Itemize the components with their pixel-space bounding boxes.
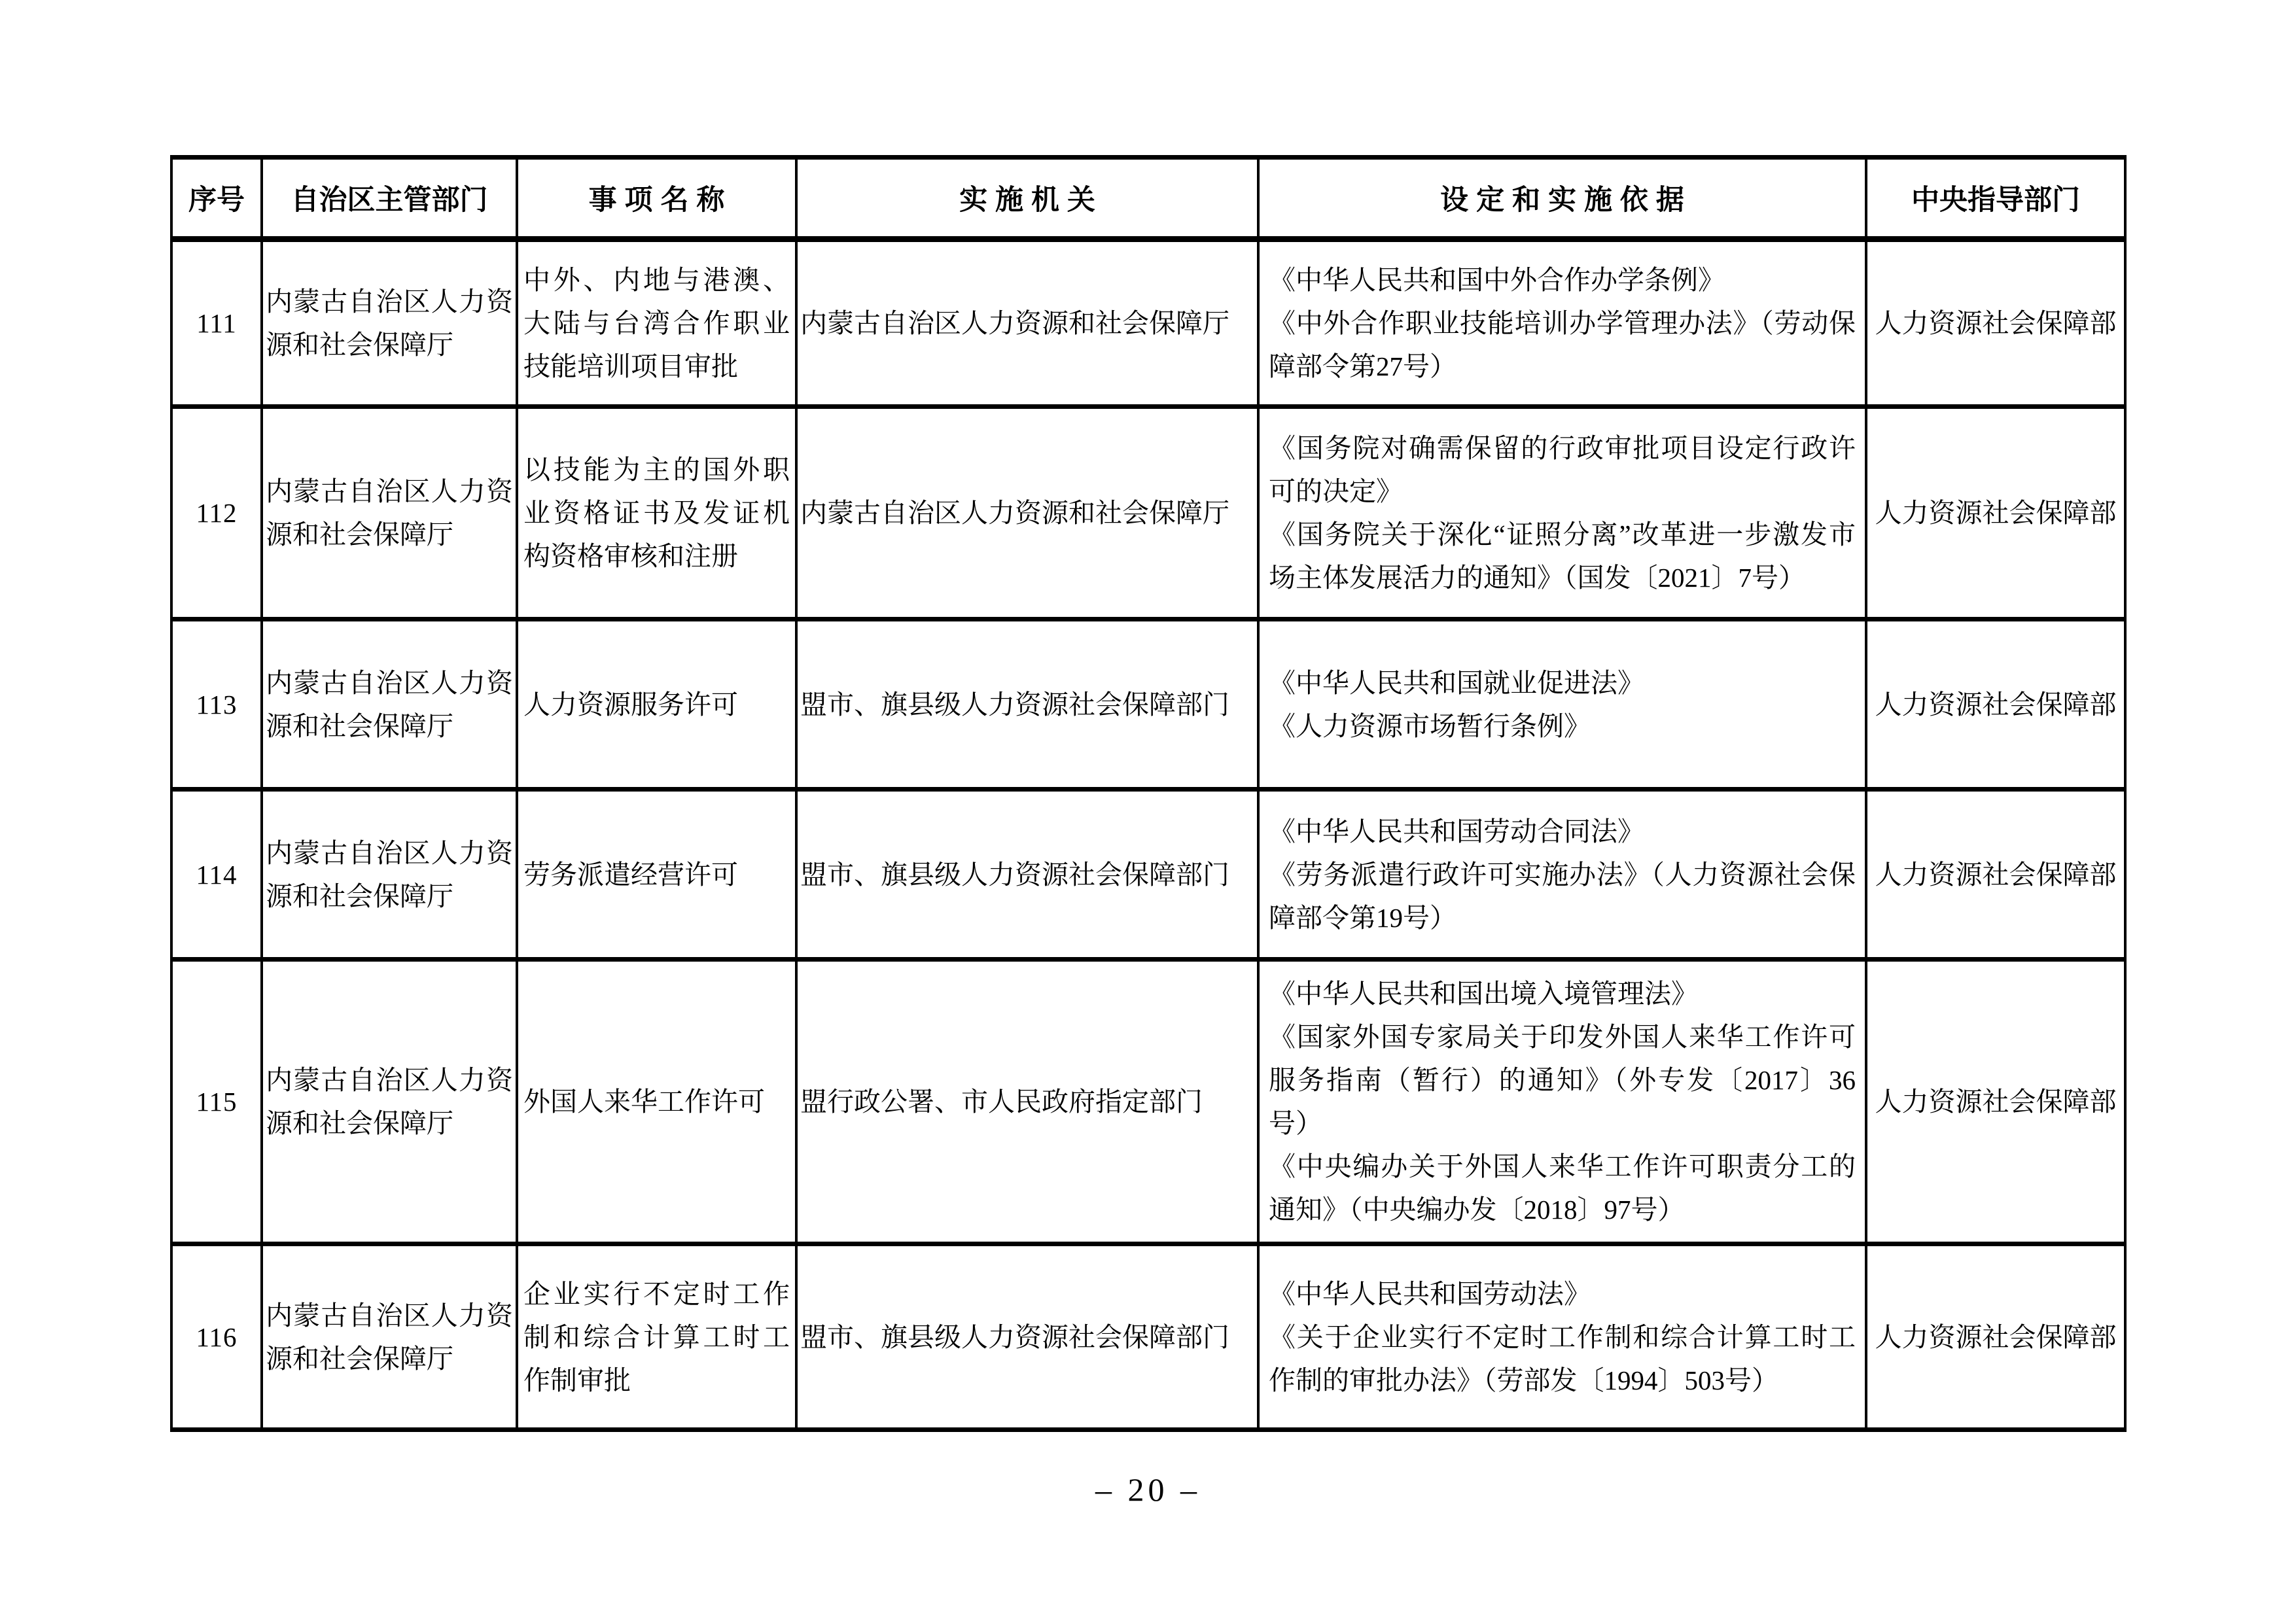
basis-paragraph: 《国务院对确需保留的行政审批项目设定行政许可的决定》 xyxy=(1269,433,1856,506)
cell-basis xyxy=(1258,620,1866,790)
cell-item xyxy=(517,620,796,790)
item-text: 外国人来华工作许可 xyxy=(523,1087,765,1117)
cell-central: 人力资源社会保障部 xyxy=(1866,620,2125,790)
cell-central: 人力资源社会保障部 xyxy=(1866,1244,2125,1430)
cell-item xyxy=(517,239,796,407)
agency-text: 内蒙古自治区人力资源和社会保障厅 xyxy=(800,498,1229,528)
dept-text: 内蒙古自治区人力资源和社会保障厅 xyxy=(266,667,513,741)
basis-paragraph: 《国务院关于深化“证照分离”改革进一步激发市场主体发展活力的通知》（国发〔2021〕7号） xyxy=(1269,519,1856,593)
basis-paragraph: 《中华人民共和国就业促进法》 xyxy=(1269,667,1644,698)
cell-item xyxy=(517,1244,796,1430)
basis-paragraph: 《中华人民共和国劳动法》 xyxy=(1269,1278,1591,1309)
cell-agency xyxy=(796,239,1258,407)
header-cell-central: 中央指导部门 xyxy=(1866,158,2125,239)
cell-item xyxy=(517,960,796,1244)
agency-text: 盟市、旗县级人力资源社会保障部门 xyxy=(800,1321,1229,1352)
agency-text: 盟行政公署、市人民政府指定部门 xyxy=(800,1087,1203,1117)
cell-agency xyxy=(796,790,1258,960)
cell-central: 人力资源社会保障部 xyxy=(1866,790,2125,960)
dept-text: 内蒙古自治区人力资源和社会保障厅 xyxy=(266,476,513,550)
cell-dept xyxy=(262,239,517,407)
cell-dept xyxy=(262,1244,517,1430)
cell-agency xyxy=(796,620,1258,790)
cell-no: 111 xyxy=(171,239,262,407)
basis-paragraph: 《人力资源市场暂行条例》 xyxy=(1269,710,1591,741)
basis-paragraph: 《中华人民共和国中外合作办学条例》 xyxy=(1269,265,1725,295)
cell-agency xyxy=(796,960,1258,1244)
basis-paragraph: 《中央编办关于外国人来华工作许可职责分工的通知》（中央编办发〔2018〕97号） xyxy=(1269,1151,1856,1225)
table-row xyxy=(171,407,2125,620)
header-cell-no: 序号 xyxy=(171,158,262,239)
basis-paragraph: 《中外合作职业技能培训办学管理办法》（劳动保障部令第27号） xyxy=(1269,308,1856,381)
table-row xyxy=(171,239,2125,407)
agency-text: 内蒙古自治区人力资源和社会保障厅 xyxy=(800,308,1229,338)
basis-paragraph: 《中华人民共和国出境入境管理法》 xyxy=(1269,979,1698,1009)
cell-dept xyxy=(262,407,517,620)
cell-basis xyxy=(1258,960,1866,1244)
header-cell-item: 事 项 名 称 xyxy=(517,158,796,239)
item-text: 以技能为主的国外职业资格证书及发证机构资格审核和注册 xyxy=(523,455,790,571)
cell-no: 115 xyxy=(171,960,262,1244)
cell-basis xyxy=(1258,790,1866,960)
table-header-row xyxy=(171,158,2125,239)
dept-text: 内蒙古自治区人力资源和社会保障厅 xyxy=(266,287,513,360)
header-cell-agency: 实 施 机 关 xyxy=(796,158,1258,239)
dept-text: 内蒙古自治区人力资源和社会保障厅 xyxy=(266,837,513,911)
basis-paragraph: 《关于企业实行不定时工作制和综合计算工时工作制的审批办法》（劳部发〔1994〕503号） xyxy=(1269,1321,1856,1395)
dept-text: 内蒙古自治区人力资源和社会保障厅 xyxy=(266,1065,513,1138)
cell-item xyxy=(517,790,796,960)
cell-no: 116 xyxy=(171,1244,262,1430)
header-cell-dept: 自治区主管部门 xyxy=(262,158,517,239)
basis-paragraph: 《劳务派遣行政许可实施办法》（人力资源社会保障部令第19号） xyxy=(1269,859,1856,933)
cell-dept xyxy=(262,960,517,1244)
cell-dept xyxy=(262,790,517,960)
item-text: 人力资源服务许可 xyxy=(523,689,738,720)
cell-no: 113 xyxy=(171,620,262,790)
cell-agency xyxy=(796,1244,1258,1430)
cell-agency xyxy=(796,407,1258,620)
basis-paragraph: 《国家外国专家局关于印发外国人来华工作许可服务指南（暂行）的通知》（外专发〔2017〕36号） xyxy=(1269,1022,1856,1138)
item-text: 中外、内地与港澳、大陆与台湾合作职业技能培训项目审批 xyxy=(523,265,790,381)
cell-no: 112 xyxy=(171,407,262,620)
table-row xyxy=(171,1244,2125,1430)
cell-basis xyxy=(1258,1244,1866,1430)
agency-text: 盟市、旗县级人力资源社会保障部门 xyxy=(800,859,1229,890)
table-body xyxy=(171,239,2125,1430)
table-row xyxy=(171,620,2125,790)
cell-central: 人力资源社会保障部 xyxy=(1866,239,2125,407)
cell-no: 114 xyxy=(171,790,262,960)
table-row xyxy=(171,790,2125,960)
approval-items-table xyxy=(170,155,2127,1432)
page-number: – 20 – xyxy=(1095,1471,1201,1508)
dept-text: 内蒙古自治区人力资源和社会保障厅 xyxy=(266,1300,513,1374)
header-cell-basis: 设 定 和 实 施 依 据 xyxy=(1258,158,1866,239)
cell-central: 人力资源社会保障部 xyxy=(1866,960,2125,1244)
cell-central: 人力资源社会保障部 xyxy=(1866,407,2125,620)
cell-basis xyxy=(1258,407,1866,620)
cell-item xyxy=(517,407,796,620)
basis-paragraph: 《中华人民共和国劳动合同法》 xyxy=(1269,816,1644,846)
agency-text: 盟市、旗县级人力资源社会保障部门 xyxy=(800,689,1229,720)
item-text: 劳务派遣经营许可 xyxy=(523,859,738,890)
cell-dept xyxy=(262,620,517,790)
item-text: 企业实行不定时工作制和综合计算工时工作制审批 xyxy=(523,1278,790,1395)
table-row xyxy=(171,960,2125,1244)
cell-basis xyxy=(1258,239,1866,407)
